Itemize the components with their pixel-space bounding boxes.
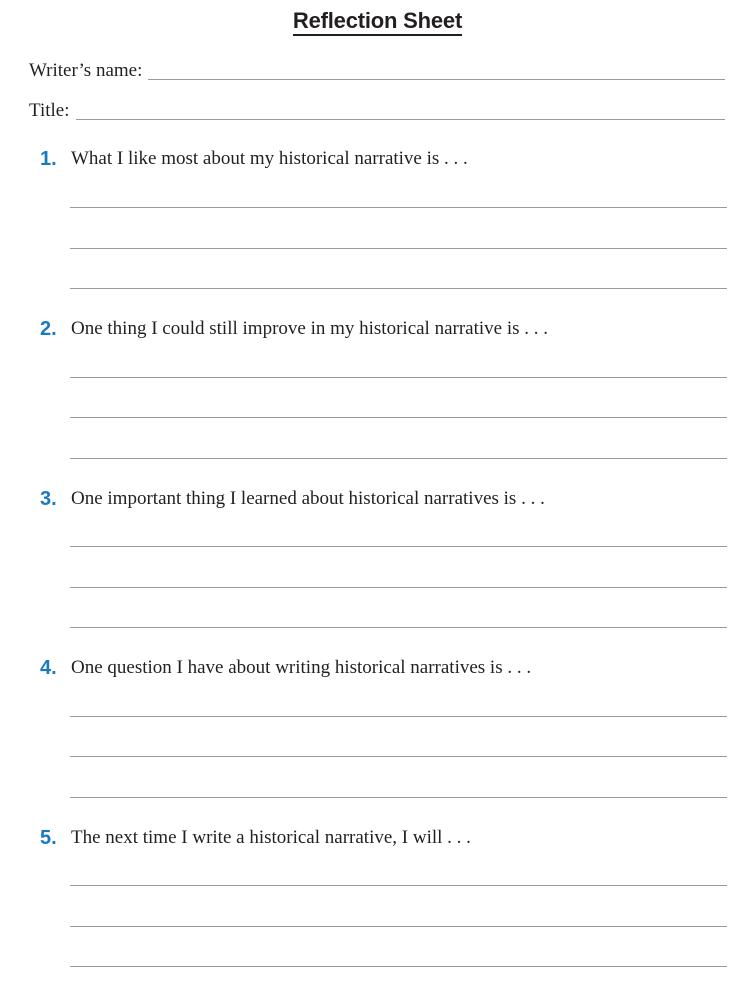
answer-line[interactable] xyxy=(70,756,727,757)
question-2 xyxy=(0,318,750,488)
answer-line[interactable] xyxy=(70,288,727,289)
question-number: 2. xyxy=(40,318,57,340)
answer-line[interactable] xyxy=(70,546,727,547)
page-title-wrapper xyxy=(0,8,750,34)
question-number: 3. xyxy=(40,488,57,510)
question-4 xyxy=(0,657,750,827)
answer-line[interactable] xyxy=(70,885,727,886)
title-input-line[interactable] xyxy=(76,119,726,120)
question-1 xyxy=(0,148,750,318)
question-prompt: What I like most about my historical narrative is . . . xyxy=(71,148,468,169)
page-title: Reflection Sheet xyxy=(293,8,462,36)
question-number: 4. xyxy=(40,657,57,679)
answer-line[interactable] xyxy=(70,377,727,378)
answer-line[interactable] xyxy=(70,248,727,249)
title-field xyxy=(29,100,725,122)
answer-line[interactable] xyxy=(70,417,727,418)
title-label: Title: xyxy=(29,100,70,121)
question-prompt: One important thing I learned about historical narratives is . . . xyxy=(71,488,545,509)
answer-line[interactable] xyxy=(70,797,727,798)
answer-line[interactable] xyxy=(70,207,727,208)
question-3 xyxy=(0,488,750,658)
writers-name-input-line[interactable] xyxy=(148,79,725,80)
answer-line[interactable] xyxy=(70,716,727,717)
question-number: 5. xyxy=(40,827,57,849)
question-number: 1. xyxy=(40,148,57,170)
writers-name-field xyxy=(29,60,725,82)
question-5 xyxy=(0,827,750,997)
answer-line[interactable] xyxy=(70,587,727,588)
writers-name-label: Writer’s name: xyxy=(29,60,143,81)
question-prompt: One thing I could still improve in my historical narrative is . . . xyxy=(71,318,549,339)
question-prompt: The next time I write a historical narrative, I will . . . xyxy=(71,827,471,848)
answer-line[interactable] xyxy=(70,627,727,628)
question-prompt: One question I have about writing historical narratives is . . . xyxy=(71,657,532,678)
answer-line[interactable] xyxy=(70,458,727,459)
answer-line[interactable] xyxy=(70,926,727,927)
answer-line[interactable] xyxy=(70,966,727,967)
